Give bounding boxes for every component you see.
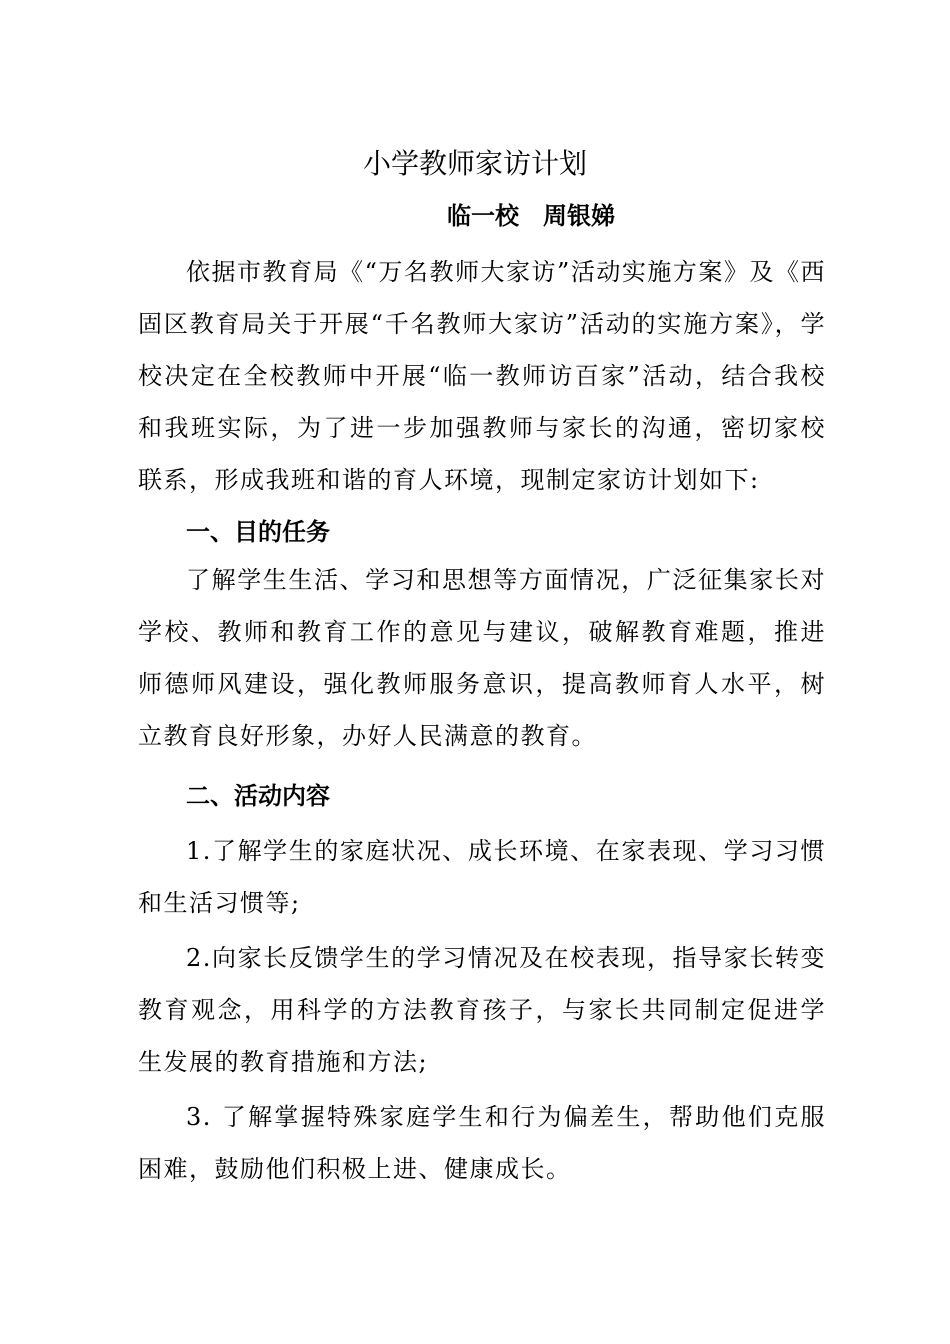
intro-paragraph: 依据市教育局《“万名教师大家访”活动实施方案》及《西固区教育局关于开展“千名教师大家访”活动的实施方案》，学校决定在全校教师中开展“临一教师访百家”活动，结合我校和我班实际，为了进一步加强教师与家长的沟通，密切家校联系，形成我班和谐的育人环境，现制定家访计划如下:	[138, 258, 826, 494]
section-2-heading: 二、活动内容	[186, 782, 330, 810]
content-item-1: 1.了解学生的家庭状况、成长环境、在家表现、学习习惯和生活习惯等;	[138, 837, 826, 917]
document-author: 临一校 周银娣	[447, 202, 615, 230]
content-item-2: 2.向家长反馈学生的学习情况及在校表现，指导家长转变教育观念，用科学的方法教育孩子，与家长共同制定促进学生发展的教育措施和方法;	[138, 944, 826, 1076]
document-body	[138, 246, 826, 1195]
section-1-heading: 一、目的任务	[186, 518, 330, 546]
content-item-3: 3. 了解掌握特殊家庭学生和行为偏差生，帮助他们克服困难，鼓励他们积极上进、健康成长。	[138, 1103, 826, 1183]
document-title: 小学教师家访计划	[362, 147, 587, 180]
section-1-paragraph: 了解学生生活、学习和思想等方面情况，广泛征集家长对学校、教师和教育工作的意见与建议，破解教育难题，推进师德师风建设，强化教师服务意识，提高教师育人水平，树立教育良好形象，办好人民满意的教育。	[138, 566, 826, 750]
